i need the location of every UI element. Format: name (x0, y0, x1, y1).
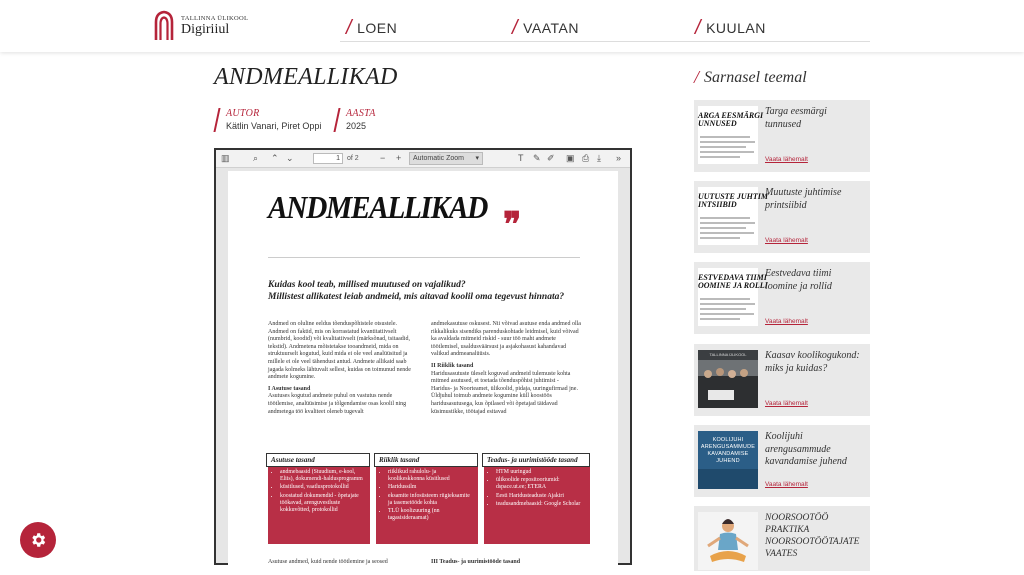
image-tool-icon[interactable]: ▣ (566, 153, 575, 163)
nav-loen[interactable]: / LOEN (346, 17, 398, 39)
search-icon[interactable]: ⌕ (253, 153, 259, 163)
list-item: • teadusandmebaasid: Google Scholar (496, 501, 586, 508)
doc-column-1 (268, 321, 418, 416)
related-card[interactable] (694, 262, 870, 334)
info-box-list (484, 464, 590, 544)
card-more-link[interactable]: Vaata lähemalt (765, 156, 808, 163)
page-count: of 2 (347, 155, 359, 162)
meta-divider (213, 108, 220, 132)
card-thumbnail (698, 431, 758, 489)
thumbnail-text: TALLINNA ÜLIKOOL (698, 350, 758, 360)
doc-column-2 (431, 321, 581, 416)
quote-icon: ❞ (503, 207, 522, 244)
doc-paragraph: andmekasutuse oskusest. Nii võivad asutuse enda andmed olla rikkalikuks sisendiks parenduskohtade leidmisel, kuid võivad ka avaldada mitmeid riskid - suur töö maht andmete töötlemisel, usaldusväärsust ja asjakohasust kahandavad valikud andmeanalüüsis. (431, 321, 581, 358)
pdf-viewer[interactable] (214, 148, 632, 565)
list-item: • andmebaasid (Stuudium, e-kool, Eliis), dokumendi-haldusprogramm (280, 469, 366, 483)
author-label: AUTOR (226, 108, 260, 119)
doc-subheading: II Riiklik tasand (431, 362, 474, 369)
card-title[interactable]: Eestvedava tiimi loomine ja rollid (765, 268, 832, 292)
info-box-title: Riiklik tasand (374, 453, 478, 467)
list-item: • Haridussilm (388, 484, 474, 491)
card-title[interactable]: Targa eesmärgi tunnused (765, 106, 827, 130)
list-item: • küsitlused, vaatlusprotokollid (280, 484, 366, 491)
university-logo-icon (153, 10, 175, 42)
info-box-list (268, 464, 370, 544)
thumbnail-text: ARGA EESMÄRGI UNNUSED (698, 111, 764, 128)
more-tools-icon[interactable]: » (616, 153, 622, 163)
top-bar (0, 0, 1024, 52)
doc-subheading: III Teadus- ja uurimistööde tasand (431, 559, 521, 565)
zoom-out-icon[interactable]: − (380, 153, 386, 163)
page-title: ANDMEALLIKAD (214, 64, 398, 90)
card-thumbnail (698, 106, 764, 164)
doc-question-2: Millistest allikatest leiab andmeid, mis aitavad koolil oma tegevust hinnata? (268, 292, 565, 302)
meditating-person-icon (698, 512, 758, 570)
text-tool-icon[interactable]: T (518, 153, 524, 163)
logo-site-name: Digiriiul (181, 21, 230, 37)
print-icon[interactable]: ⎙ (582, 153, 590, 163)
thumbnail-text: ESTVEDAVA TIIMI OOMINE JA ROLLI (698, 273, 768, 290)
list-item: • TLÜ koolizuuring (nn tagasisideraamat) (388, 508, 474, 522)
list-item: • HTM uuringud (496, 469, 586, 476)
card-more-link[interactable]: Vaata lähemalt (765, 237, 808, 244)
chevron-down-icon: ▾ (475, 155, 479, 162)
settings-button[interactable] (20, 522, 56, 558)
thumbnail-text: UUTUSTE JUHTIM INTSIIBID (698, 192, 769, 209)
info-box-list (376, 464, 478, 544)
doc-subheading: I Asutuse tasand (268, 385, 311, 392)
card-more-link[interactable]: Vaata lähemalt (765, 481, 808, 488)
card-title[interactable]: Muutuste juhtimise printsiibid (765, 187, 842, 211)
gear-icon (29, 531, 47, 549)
list-item: • eksamite infosüsteem riigieksamite ja tasemetööde kohta (388, 493, 474, 507)
year-label: AASTA (346, 108, 376, 119)
year-value: 2025 (346, 121, 367, 131)
card-thumbnail (698, 512, 758, 570)
doc-paragraph: Asutuse andmed, kuid nende töötlemine ja seosed (268, 559, 388, 565)
card-title[interactable]: Kaasav koolikogukond: miks ja kuidas? (765, 350, 860, 374)
pdf-page (228, 171, 618, 571)
doc-paragraph: Haridusasutuste üleselt koguvad andmeid tulemuste kohta mitmed asutused, et toetada tõenduspõhist juhtimist - Haridus- ja Noorteamet, ülikoolid, pidaja, uuringufirmad jne. Üldjuhul toimub andmete kogumine küll koostöös haridusasutusega, kus õpilased või õpetajad täidavad küsimustikke, töötajad esitavad (431, 370, 578, 415)
card-title[interactable]: NOORSOOTÖÖ PRAKTIKA NOORSOOTÖÖTAJATE VAATES (765, 513, 860, 559)
meta-divider (333, 108, 340, 132)
site-logo[interactable] (153, 10, 248, 42)
author-value: Kätlin Vanari, Piret Oppi (226, 121, 322, 131)
related-card[interactable] (694, 100, 870, 172)
info-box-title: Teadus- ja uurimistööde tasand (482, 453, 590, 467)
draw-tool-icon[interactable]: ✎ (533, 153, 541, 163)
logo-university-name: TALLINNA ÜLIKOOL (181, 14, 249, 22)
doc-divider (268, 257, 580, 258)
doc-paragraph: Asutuses kogutud andmete puhul on vastutus nende töötlemise, analüüsimise ja tõlgendamise osas koolil ning andmetega töö kvaliteet oleneb tugevalt (268, 393, 407, 415)
info-box-teadus (484, 453, 590, 544)
card-more-link[interactable]: Vaata lähemalt (765, 400, 808, 407)
card-more-link[interactable]: Vaata lähemalt (765, 318, 808, 325)
zoom-select[interactable]: Automatic Zoom ▾ (409, 152, 483, 165)
zoom-in-icon[interactable]: + (396, 153, 402, 163)
main-nav (340, 10, 870, 42)
card-thumbnail (698, 187, 769, 245)
download-icon[interactable]: ⤓ (597, 153, 601, 163)
sidebar-toggle-icon[interactable]: ▥ (221, 153, 230, 163)
next-page-icon[interactable]: ⌄ (286, 153, 294, 163)
info-box-riiklik (376, 453, 478, 544)
nav-kuulan[interactable]: / KUULAN (695, 17, 766, 39)
previous-page-icon[interactable]: ⌃ (271, 153, 279, 163)
info-box-title: Asutuse tasand (266, 453, 370, 467)
card-thumbnail (698, 350, 758, 408)
nav-vaatan[interactable]: / VAATAN (512, 17, 579, 39)
doc-paragraph: Andmed on oluline eeldus tõenduspõhistele otsustele. Andmed on faktid, mis on korrastatud kvantitatiivselt (numbrid, koodid) või kvalitatiivselt (märksõnad, tsitaadid, tekstid). Andmetena mõistetakse tooandmeid, mida on struktuurselt kogutud, kuid mida ei ole veel analüüsitud ja millele ei ole veel tähendust antud. Andmete allikaid saab jagada kolmeks lähtuvalt sellest, kuidas on toimunud nende andmete kogumine. (268, 321, 411, 381)
card-thumbnail (698, 268, 768, 326)
related-heading: / Sarnasel teemal (694, 67, 807, 87)
thumbnail-text: KOOLIJUHI ARENGUSAMMUDE KAVANDAMISE JUHEND (700, 437, 756, 464)
related-card[interactable] (694, 506, 870, 571)
card-title[interactable]: Koolijuhi arengusammude kavandamise juhend (765, 431, 847, 467)
info-box-asutuse (268, 453, 370, 544)
doc-question-1: Kuidas kool teab, millised muutused on vajalikud? (268, 280, 466, 290)
list-item: • Eesti Haridusteaduste Ajakiri (496, 493, 586, 500)
doc-heading: ANDMEALLIKAD (268, 189, 488, 225)
pdf-toolbar (216, 150, 630, 168)
related-card[interactable] (694, 425, 870, 497)
highlight-tool-icon[interactable]: ✐ (547, 153, 555, 163)
related-card[interactable] (694, 181, 870, 253)
list-item: • riiklikud rahulolu- ja koolikeskkonna küsitlused (388, 469, 474, 483)
related-card[interactable] (694, 344, 870, 416)
doc-questions (268, 279, 588, 303)
list-item: • ülikoolide repositooriumid: dspace.ut.ee; ETERA (496, 477, 586, 491)
page-number-input[interactable]: 1 (313, 153, 343, 164)
list-item: • koostatud dokumendid - õpetajate töökavad, arenguvestluste kokkuvõtted, protokollid (280, 493, 366, 515)
